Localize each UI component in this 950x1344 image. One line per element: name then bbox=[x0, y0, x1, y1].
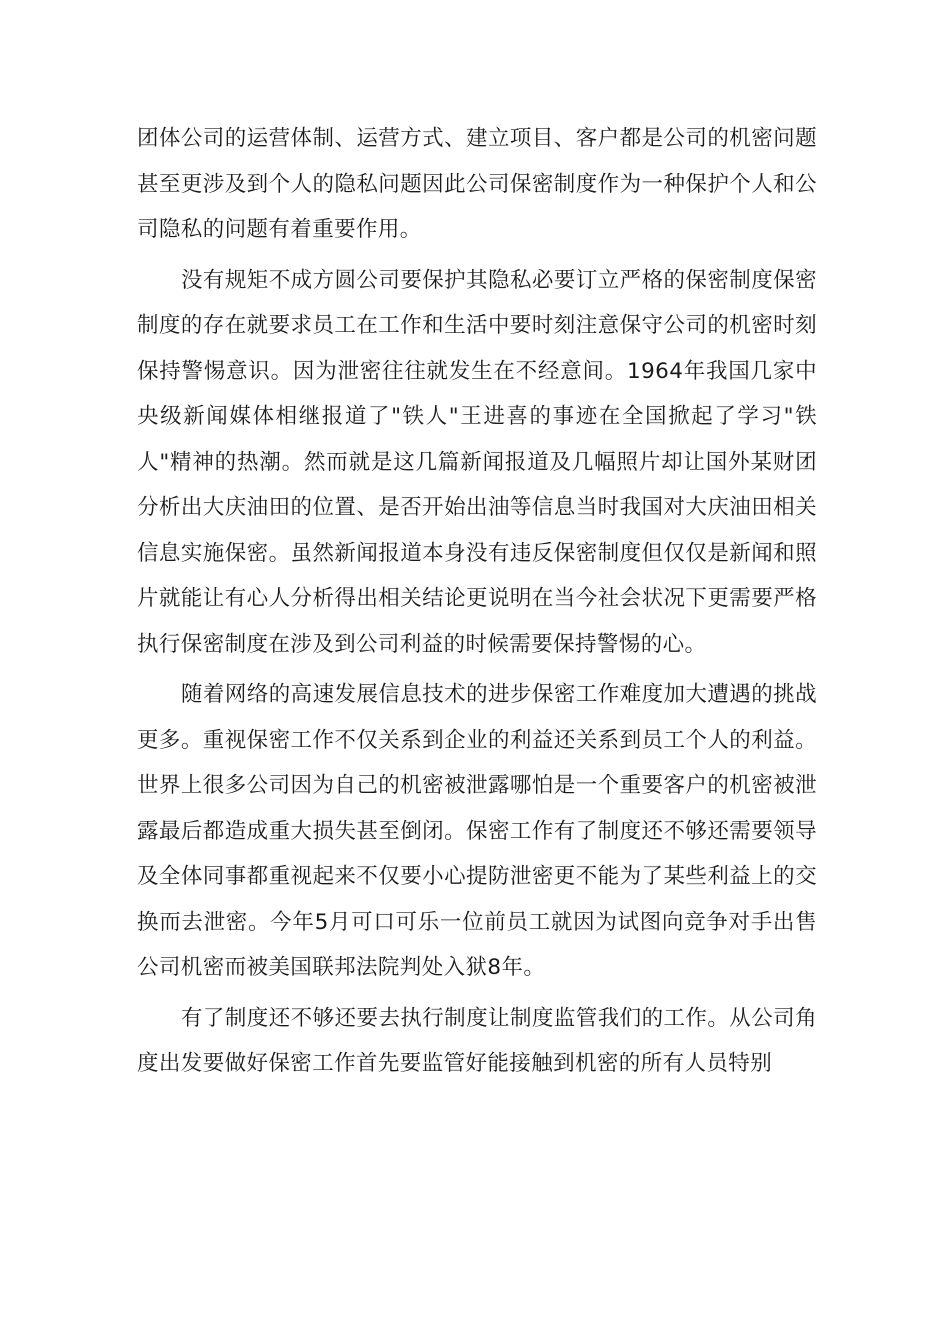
paragraph-1: 团体公司的运营体制、运营方式、建立项目、客户都是公司的机密问题甚至更涉及到个人的隐私问题因此公司保密制度作为一种保护个人和公司隐私的问题有着重要作用。 bbox=[137, 126, 817, 242]
paragraph-2: 没有规矩不成方圆公司要保护其隐私必要订立严格的保密制度保密制度的存在就要求员工在工作和生活中要时刻注意保守公司的机密时刻保持警惕意识。因为泄密往往就发生在不经意间。1964年我国几家中央级新闻媒体相继报道了"铁人"王进喜的事迹在全国掀起了学习"铁人"精神的热潮。然而就是这几篇新闻报道及几幅照片却让国外某财团分析出大庆油田的位置、是否开始出油等信息当时我国对大庆油田相关信息实施保密。虽然新闻报道本身没有违反保密制度但仅仅是新闻和照片就能让有心人分析得出相关结论更说明在当今社会状况下更需要严格执行保密制度在涉及到公司利益的时候需要保持警惕的心。 bbox=[137, 267, 817, 657]
paragraph-3: 随着网络的高速发展信息技术的进步保密工作难度加大遭遇的挑战更多。重视保密工作不仅关系到企业的利益还关系到员工个人的利益。世界上很多公司因为自己的机密被泄露哪怕是一个重要客户的机密被泄露最后都造成重大损失甚至倒闭。保密工作有了制度还不够还需要领导及全体同事都重视起来不仅要小心提防泄密更不能为了某些利益上的交换而去泄密。今年5月可口可乐一位前员工就因为试图向竞争对手出售公司机密而被美国联邦法院判处入狱8年。 bbox=[137, 682, 817, 980]
paragraph-4: 有了制度还不够还要去执行制度让制度监管我们的工作。从公司角度出发要做好保密工作首先要监管好能接触到机密的所有人员特别 bbox=[137, 1005, 817, 1076]
document-body bbox=[137, 116, 817, 1092]
